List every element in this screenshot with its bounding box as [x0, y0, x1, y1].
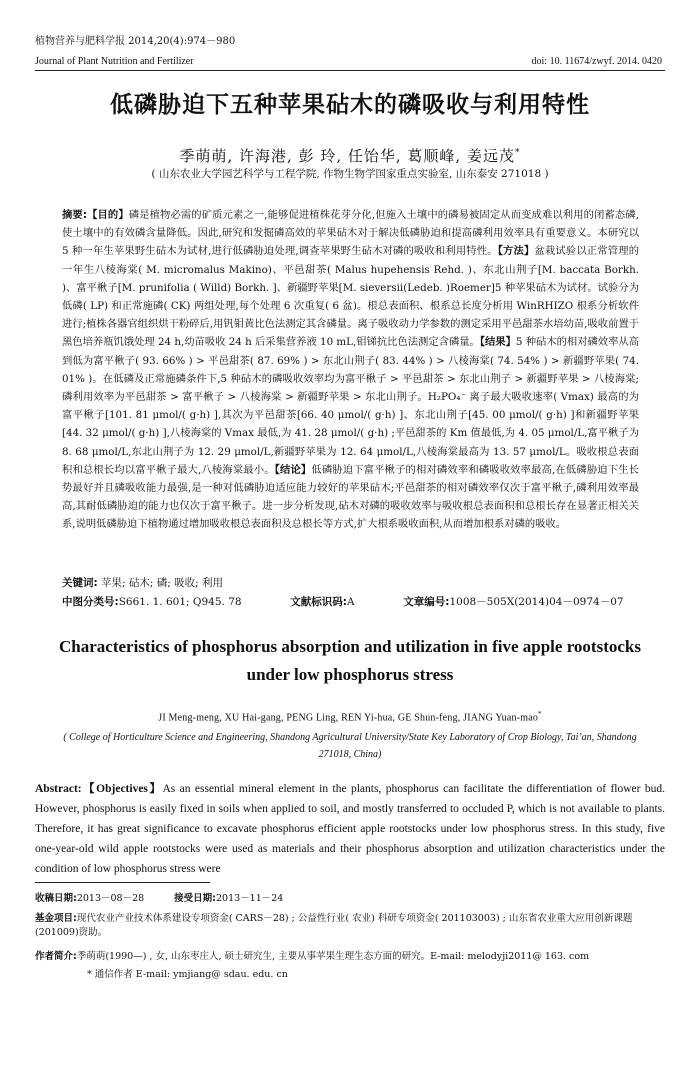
doc-code-label: 文献标识码: [290, 596, 347, 608]
clc-value: S661. 1. 601; Q945. 78 [118, 596, 242, 608]
received-date: 2013－08－28 [76, 893, 145, 904]
authors-cn-names: 季萌萌, 许海港, 彭 玲, 任饴华, 葛顺峰, 姜远茂 [179, 147, 515, 165]
abstract-cn [62, 206, 639, 534]
keywords [62, 575, 223, 590]
clc-label: 中图分类号: [62, 596, 119, 608]
author-bio-label: 作者简介: [35, 951, 77, 962]
page-title-cn: 低磷胁迫下五种苹果砧木的磷吸收与利用特性 [110, 92, 590, 118]
keywords-value: 苹果; 砧木; 磷; 吸收; 利用 [101, 577, 224, 589]
abstract-cn-label: 摘要: [62, 209, 87, 221]
keywords-label: 关键词: [62, 577, 98, 589]
received-dates [35, 892, 665, 906]
objectives-text: 磷是植物必需的矿质元素之一,能够促进植株花芽分化,但施入土壤中的磷易被固定从而变成难以利用的闭蓄态磷,使土壤中的有效磷含量降低。因此,研究和发掘磷高效的苹果砧木对于解决低磷胁迫和提高磷利用效率具有重要意义。本研究以 5 种一年生苹果野生砧木为试材,进行低磷胁迫处理,调查苹果野生砧木对磷的吸收和利用特性。 [62, 209, 640, 258]
article-id-label: 文章编号: [403, 596, 450, 608]
journal-name-cn: 植物营养与肥料学报 2014,20(4):974－980 [35, 36, 236, 47]
abstract-en-text: As an essential mineral element in the plants, phosphorus can facilitate the differentiation of flower bud. However, phosphorus is easily fixed in soils when applied to soil, and mostly transferred to occluded P, which is not available to plants. Therefore, it has great significance to excavate phosphorus efficient apple rootstocks under low phosphorus stress. In this study, five one-year-old wild apple rootstocks were used as materials and their phosphorus absorption and utilization characteristics under the condition of low phosphorus stress were [35, 783, 665, 875]
classification-line [62, 594, 639, 609]
author-bio [35, 950, 665, 964]
corresponding-mark: * [514, 148, 521, 158]
article-id-value: 1008－505X(2014)04－0974－07 [449, 596, 624, 608]
abstract-en [35, 779, 665, 879]
methods-tag: 【方法】 [497, 245, 535, 258]
affiliation-cn: ( 山东农业大学园艺科学与工程学院, 作物生物学国家重点实验室, 山东泰安 271018 ) [151, 168, 549, 180]
results-tag: 【结果】 [479, 336, 516, 349]
objectives-tag: 【目的】 [86, 209, 129, 221]
author-bio-text: 季萌萌(1990—) , 女, 山东枣庄人, 硕士研究生, 主要从事苹果生理生态方面的研究。E-mail: melodyji2011@ 163. com [76, 951, 590, 962]
authors-en-names: JI Meng-meng, XU Hai-gang, PENG Ling, REN Yi-hua, GE Shun-feng, JIANG Yuan-mao [158, 712, 539, 724]
doc-code-value: A [346, 596, 355, 608]
page-title-en: Characteristics of phosphorus absorption and utilization in five apple rootstocks under low phosphorus stress [59, 637, 641, 684]
conclusions-tag: 【结论】 [274, 463, 312, 476]
methods-text: 盆栽试验以正常管理的一年生八棱海棠( M. micromalus Makino)、平邑甜茶( Malus hupehensis Rehd. )、东北山荆子[M. baccata Borkh. )、富平楸子[M. prunifolia ( Willd) Borkh. ]、新疆野苹果[M. sieversii(Ledeb. )Roemer]5 种苹果砧木为试材。试验分为低磷( LP) 和正常施磷( CK) 两组处理,每个处理 6 次重复( 6 盆)。根总表面积、根系总长度分析用 WinRHIZO 根系分析软件进行;植株各器官组织烘干粉碎后,用钒钼黄比色法测定其含磷量。离子吸收动力学参数的测定采用平邑甜茶水培幼苗,吸收前置于黑色培养瓶饥饿处理 24 h,幼苗吸收 24 h 后采集营养液 10 mL,钼锑抗比色法测定含磷量。 [62, 245, 639, 349]
objectives-en-tag: 【Objectives】 [81, 783, 163, 795]
results-text: 5 种砧木的相对磷效率从高到低为富平楸子( 93. 66% ) > 平邑甜茶( 87. 69% ) > 东北山荆子( 83. 44% ) > 八棱海棠( 74. 54% ) > 新疆野苹果( 74. 01% )。在低磷及正常施磷条件下,5 种砧木的磷吸收效率均为富平楸子 > 平邑甜茶 > 东北山荆子 > 新疆野苹果 > 八棱海棠;磷利用效率为平邑甜茶 > 富平楸子 > 八棱海棠 > 新疆野苹果 > 东北山荆子。H₂PO₄⁻ 离子最大吸收速率( Vmax) 最高的为富平楸子[101. 81 μmol/( g·h) ],其次为平邑甜茶[66. 40 μmol/( g·h) ]、东北山荆子[45. 00 μmol/( g·h) ]和新疆野苹果[44. 32 μmol/( g·h) ],八棱海棠的 Vmax 最低,为 41. 28 μmol/( g·h) ;平邑甜茶的 Km 值最低,为 4. 05 μmol/L,富平楸子为 8. 68 μmol/L,东北山荆子为 12. 29 μmol/L,新疆野苹果为 12. 64 μmol/L,八棱海棠最高为 13. 57 μmol/L。吸收根总表面积和总根长均以富平楸子最大,八棱海棠最小。 [62, 336, 639, 476]
doi: doi: 10. 11674/zwyf. 2014. 0420 [531, 56, 662, 67]
funding-label: 基金项目: [35, 913, 77, 924]
abstract-en-label: Abstract: [35, 783, 82, 795]
funding [35, 912, 665, 940]
authors-cn [0, 145, 700, 166]
affiliation-en: ( College of Horticulture Science and Engineering, Shandong Agricultural University/State Key Laboratory of Crop Biology, Tai’an, Shandong 271018, China) [63, 732, 637, 760]
accepted-label: 接受日期: [174, 893, 216, 904]
accepted-date: 2013－11－24 [215, 893, 284, 904]
header-rule [35, 70, 665, 71]
footnote-rule [35, 882, 210, 883]
journal-name-en: Journal of Plant Nutrition and Fertilizer [35, 56, 194, 67]
corresponding-mark-en: * [538, 710, 542, 718]
received-label: 收稿日期: [35, 893, 77, 904]
conclusions-text: 低磷胁迫下富平楸子的相对磷效率和磷吸收效率最高,在低磷胁迫下生长势最好并且磷吸收能力最强,是一种对低磷胁迫适应能力较好的苹果砧木;平邑甜茶的相对磷效率仅次于富平楸子,磷利用效率最高,其耐低磷胁迫的能力也仅次于富平楸子。进一步分析发现,砧木对磷的吸收效率与吸收根总表面积和总根长存在显著正相关关系,说明低磷胁迫下植物通过增加吸收根总表面积及总根长等方式,扩大根系吸收面积,从而增加根系对磷的吸收。 [62, 463, 639, 531]
funding-text: 现代农业产业技术体系建设专项资金( CARS－28) ; 公益性行业( 农业) 科研专项资金( 201103003) ; 山东省农业重大应用创新课题(201009)资助。 [35, 913, 633, 938]
corresponding-email: * 通信作者 E-mail: ymjiang@ sdau. edu. cn [87, 969, 288, 980]
authors-en [0, 710, 700, 723]
